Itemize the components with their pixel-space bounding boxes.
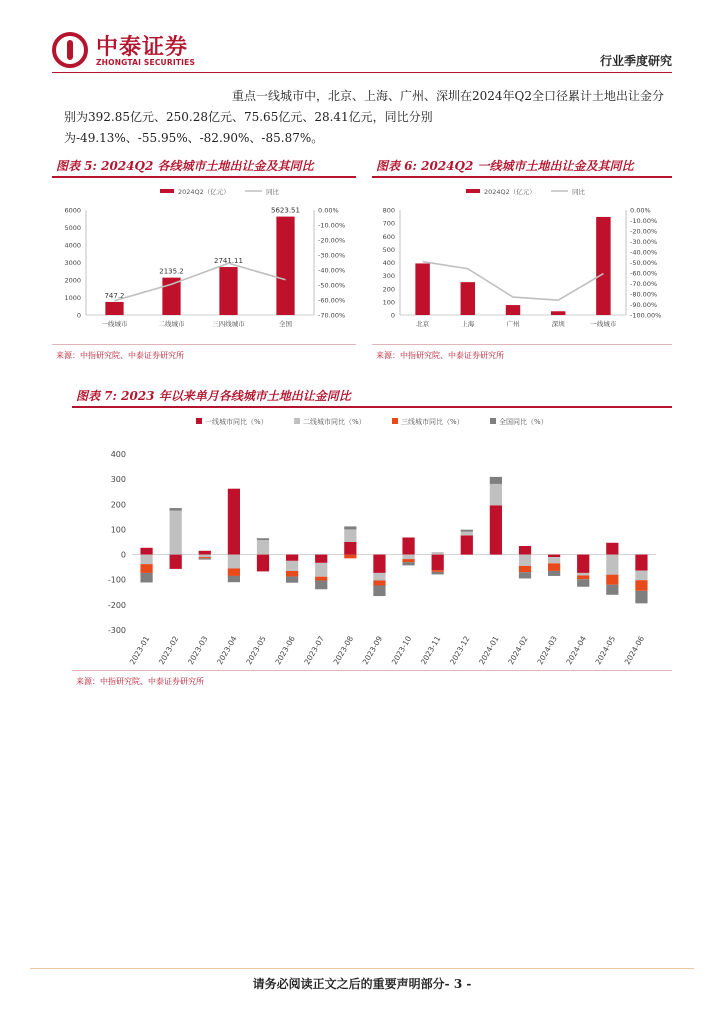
bar	[219, 267, 237, 315]
data-label: 2135.2	[159, 267, 184, 276]
y-tick-label-left: 6000	[64, 206, 81, 215]
stacked-bar-segment	[519, 546, 531, 555]
x-tick-label: 三四线城市	[212, 320, 245, 328]
stacked-bar-segment	[577, 575, 589, 579]
bar	[461, 282, 475, 315]
y-tick-label-left: 700	[382, 219, 395, 228]
x-tick-label: 2024-05	[593, 634, 618, 667]
stacked-bar-segment	[286, 571, 298, 577]
x-tick-label: 2023-05	[244, 634, 268, 667]
bar	[162, 278, 180, 315]
data-label: 5623.51	[271, 206, 300, 215]
footer-disclaimer: 请务必阅读正文之后的重要声明部分- 3 -	[252, 977, 472, 991]
legend-swatch	[294, 418, 300, 424]
stacked-bar-segment	[199, 557, 211, 558]
legend-label-bar: 2024Q2（亿元）	[178, 188, 230, 196]
y-tick-label-right: 0.00%	[318, 206, 339, 215]
y-tick-label-right: -10.00%	[318, 221, 346, 230]
y-tick-label-left: 1000	[64, 294, 81, 302]
legend-swatch-bar	[160, 189, 174, 193]
stacked-bar-segment	[577, 579, 589, 587]
stacked-bar-segment	[344, 526, 356, 529]
y-tick-label-left: 800	[382, 206, 395, 215]
stacked-bar-segment	[402, 555, 414, 560]
y-tick-label-right: -10.00%	[630, 217, 658, 225]
y-tick-label-left: 400	[382, 259, 395, 267]
y-tick-label-left: 5000	[64, 224, 81, 232]
y-tick-label-right: -20.00%	[630, 227, 658, 236]
figure-6-svg	[372, 178, 672, 344]
x-tick-label: 一线城市	[101, 320, 128, 328]
legend-swatch	[392, 418, 398, 424]
legend-label-bar: 2024Q2（亿元）	[484, 188, 536, 196]
legend-swatch	[196, 418, 202, 424]
y-tick-label: -300	[107, 626, 126, 635]
legend-swatch	[490, 418, 496, 424]
x-tick-label: 2023-04	[215, 634, 239, 667]
stacked-bar-segment	[286, 576, 298, 582]
yoy-line	[115, 263, 286, 301]
stacked-bar-segment	[432, 570, 444, 572]
stacked-bar-segment	[519, 566, 531, 572]
stacked-bar-segment	[257, 540, 269, 555]
legend-swatch-bar	[466, 189, 480, 193]
x-tick-label: 二线城市	[158, 320, 185, 328]
footer-divider	[30, 968, 694, 969]
stacked-bar-segment	[315, 563, 327, 577]
x-tick-label: 上海	[461, 320, 475, 328]
x-tick-label: 2024-04	[564, 634, 588, 667]
y-tick-label-left: 100	[382, 298, 395, 307]
y-tick-label-left: 600	[382, 232, 395, 241]
company-logo	[52, 30, 222, 72]
stacked-bar-segment	[199, 551, 211, 555]
stacked-bar-segment	[228, 568, 240, 576]
stacked-bar-segment	[140, 548, 152, 555]
stacked-bar-segment	[519, 555, 531, 566]
stacked-bar-segment	[373, 585, 385, 596]
legend-label-line: 同比	[266, 188, 279, 196]
stacked-bar-segment	[577, 555, 589, 573]
stacked-bar-segment	[140, 564, 152, 573]
stacked-bar-segment	[432, 552, 444, 555]
logo-text-cn: 中泰证券	[96, 35, 189, 60]
bar	[415, 263, 429, 315]
stacked-bar-segment	[490, 477, 502, 484]
stacked-bar-segment	[170, 511, 182, 555]
stacked-bar-segment	[257, 538, 269, 540]
stacked-bar-segment	[402, 562, 414, 565]
y-tick-label-left: 0	[390, 311, 395, 320]
bar	[276, 217, 294, 315]
x-tick-label: 2023-11	[418, 634, 443, 667]
stacked-bar-segment	[140, 555, 152, 565]
y-tick-label: 300	[110, 475, 126, 485]
x-tick-label: 2023-01	[127, 634, 152, 667]
x-tick-label: 2023-09	[360, 634, 385, 667]
x-tick-label: 北京	[416, 320, 430, 328]
figure-7-source: 来源：中指研究院、中泰证券研究所	[76, 677, 204, 686]
stacked-bar-segment	[373, 555, 385, 573]
y-tick-label: 200	[110, 500, 126, 510]
stacked-bar-segment	[461, 530, 473, 532]
x-tick-label: 广州	[506, 320, 520, 328]
stacked-bar-segment	[170, 555, 182, 569]
legend-label-line: 同比	[572, 188, 585, 196]
y-tick-label-right: -60.00%	[318, 296, 346, 305]
stacked-bar-segment	[373, 580, 385, 585]
stacked-bar-segment	[344, 542, 356, 555]
y-tick-label-right: 0.00%	[630, 206, 651, 215]
document-type: 行业季度研究	[599, 54, 672, 68]
legend-label: 全国同比（%）	[499, 418, 548, 426]
y-tick-label-right: -70.00%	[318, 311, 346, 320]
stacked-bar-segment	[228, 489, 240, 555]
x-tick-label: 2023-10	[389, 634, 414, 667]
stacked-bar-segment	[373, 573, 385, 581]
y-tick-label-right: -60.00%	[630, 269, 658, 278]
stacked-bar-segment	[606, 555, 618, 575]
y-tick-label-right: -30.00%	[630, 238, 658, 246]
stacked-bar-segment	[228, 576, 240, 582]
y-tick-label-left: 500	[382, 245, 395, 254]
figure-7-title: 图表 7: 2023 年以来单月各线城市土地出让金同比	[72, 386, 672, 408]
stacked-bar-segment	[257, 555, 269, 572]
bar	[105, 302, 123, 315]
figure-7-chart	[72, 408, 672, 671]
logo-mark-icon	[52, 32, 88, 68]
figure-5-chart	[52, 178, 356, 345]
paragraph-text: 重点一线城市中，北京、上海、广州、深圳在2024年Q2全口径累计土地出让金分别为392.85亿元、250.28亿元、75.65亿元、28.41亿元，同比分别为-49.13%、-55.95%、-82.90%、-85.87%。	[64, 89, 665, 145]
y-tick-label: -200	[107, 600, 126, 610]
y-tick-label: 100	[110, 525, 126, 535]
stacked-bar-segment	[548, 557, 560, 563]
legend-label: 一线城市同比（%）	[205, 418, 268, 426]
stacked-bar-segment	[548, 555, 560, 558]
x-tick-label: 2023-12	[448, 634, 472, 667]
figure-6-chart	[372, 178, 672, 345]
stacked-bar-segment	[606, 543, 618, 555]
x-tick-label: 一线城市	[590, 320, 617, 328]
y-tick-label-right: -90.00%	[630, 301, 658, 309]
stacked-bar-segment	[344, 529, 356, 542]
y-tick-label-left: 2000	[64, 276, 81, 285]
y-tick-label: 400	[110, 450, 126, 459]
figure-5-source: 来源：中指研究院、中泰证券研究所	[56, 351, 184, 360]
legend-label: 二线城市同比（%）	[303, 418, 366, 426]
figure-5-title: 图表 5: 2024Q2 各线城市土地出让金及其同比	[52, 156, 356, 178]
stacked-bar-segment	[635, 571, 647, 581]
bar	[551, 311, 565, 315]
y-tick-label-right: -30.00%	[318, 251, 346, 260]
stacked-bar-segment	[315, 555, 327, 563]
figure-6-source: 来源：中指研究院、中泰证券研究所	[376, 351, 504, 360]
x-tick-label: 全国	[279, 320, 292, 328]
stacked-bar-segment	[315, 577, 327, 581]
stacked-bar-segment	[228, 555, 240, 569]
stacked-bar-segment	[635, 555, 647, 571]
stacked-bar-segment	[606, 575, 618, 585]
y-tick-label-right: -80.00%	[630, 290, 658, 299]
x-tick-label: 2024-03	[535, 634, 559, 667]
x-tick-label: 2023-02	[156, 634, 181, 667]
stacked-bar-segment	[461, 532, 473, 536]
y-tick-label-left: 0	[76, 311, 81, 320]
stacked-bar-segment	[432, 555, 444, 571]
data-label: 2741.11	[214, 257, 243, 266]
stacked-bar-segment	[344, 555, 356, 559]
figure-6-title: 图表 6: 2024Q2 一线城市土地出让金及其同比	[372, 156, 672, 178]
stacked-bar-segment	[577, 573, 589, 576]
y-tick-label: 0	[120, 550, 126, 560]
stacked-bar-segment	[286, 555, 298, 561]
stacked-bar-segment	[635, 591, 647, 604]
x-tick-label: 2023-07	[302, 634, 326, 667]
yoy-line	[423, 262, 604, 301]
y-tick-label-right: -50.00%	[630, 259, 658, 267]
figure-5-svg	[52, 178, 356, 344]
data-label: 747.2	[104, 291, 125, 300]
stacked-bar-segment	[286, 561, 298, 571]
stacked-bar-segment	[402, 559, 414, 562]
y-tick-label-left: 300	[382, 272, 395, 281]
y-tick-label-right: -40.00%	[318, 266, 346, 275]
y-tick-label: -100	[107, 575, 126, 585]
bar	[506, 305, 520, 315]
stacked-bar-segment	[199, 558, 211, 559]
bar	[596, 217, 610, 315]
x-tick-label: 2023-03	[186, 634, 210, 667]
y-tick-label-right: -100.00%	[630, 311, 662, 320]
legend-label: 三线城市同比（%）	[401, 418, 464, 426]
stacked-bar-segment	[402, 537, 414, 554]
x-tick-label: 2023-06	[273, 634, 297, 667]
stacked-bar-segment	[635, 580, 647, 591]
stacked-bar-segment	[490, 505, 502, 554]
x-tick-label: 2024-06	[622, 634, 647, 667]
stacked-bar-segment	[548, 571, 560, 576]
x-tick-label: 2023-08	[331, 634, 356, 667]
stacked-bar-segment	[490, 484, 502, 505]
y-tick-label-right: -20.00%	[318, 236, 346, 245]
x-tick-label: 深圳	[551, 320, 565, 328]
stacked-bar-segment	[548, 563, 560, 571]
stacked-bar-segment	[140, 573, 152, 583]
stacked-bar-segment	[519, 572, 531, 578]
y-tick-label-left: 4000	[64, 241, 81, 250]
stacked-bar-segment	[432, 572, 444, 575]
figure-7-svg	[72, 408, 672, 670]
stacked-bar-segment	[461, 535, 473, 554]
x-tick-label: 2024-01	[477, 634, 501, 667]
y-tick-label-right: -50.00%	[318, 281, 346, 290]
y-tick-label-right: -40.00%	[630, 248, 658, 257]
stacked-bar-segment	[315, 580, 327, 589]
stacked-bar-segment	[606, 585, 618, 595]
y-tick-label-left: 200	[382, 285, 395, 294]
y-tick-label-left: 3000	[64, 259, 81, 267]
stacked-bar-segment	[199, 555, 211, 558]
header-divider	[52, 72, 672, 73]
body-paragraph	[64, 86, 672, 149]
y-tick-label-right: -70.00%	[630, 280, 658, 288]
logo-text-en: ZHONGTAI SECURITIES	[96, 58, 196, 67]
x-tick-label: 2024-02	[506, 634, 530, 667]
stacked-bar-segment	[170, 508, 182, 511]
